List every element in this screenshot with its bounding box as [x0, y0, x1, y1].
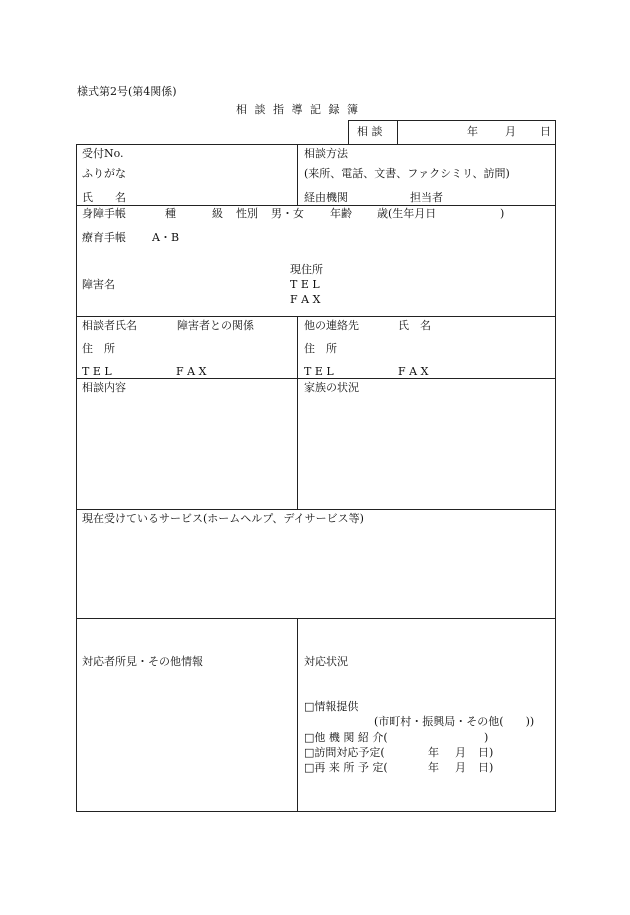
row-divider	[76, 509, 556, 510]
visit-checkbox[interactable]: □訪問対応予定(	[304, 746, 385, 759]
furigana-label: ふりがな	[82, 167, 126, 180]
age-unit: 歳(生年月日	[377, 207, 437, 220]
col-divider	[297, 316, 298, 509]
row-divider	[76, 618, 556, 619]
method-options: (来所、電話、文書、ファクシミリ、訪問)	[304, 167, 510, 180]
name-label: 氏 名	[82, 191, 126, 204]
date-box-top	[348, 120, 556, 121]
current-services-label: 現在受けているサービス(ホームヘルプ、デイサービス等)	[82, 512, 364, 525]
info-provision-checkbox[interactable]: □情報提供	[304, 700, 359, 713]
opinion-label: 対応者所見・その他情報	[82, 655, 203, 668]
frame-right	[555, 144, 556, 812]
consultant-fax-label: F A X	[176, 365, 207, 378]
form-number: 様式第2号(第4関係)	[77, 85, 177, 98]
response-status-label: 対応状況	[304, 655, 348, 668]
consultation-content-label: 相談内容	[82, 381, 126, 394]
row-divider	[76, 316, 556, 317]
consultant-tel-label: T E L	[82, 365, 112, 378]
revisit-day: 日)	[478, 761, 494, 774]
gender-label: 性別	[236, 207, 258, 220]
consultant-address-label: 住 所	[82, 342, 115, 355]
person-label: 担当者	[410, 191, 443, 204]
other-fax-label: F A X	[398, 365, 429, 378]
kind-label: 種	[165, 207, 176, 220]
date-box-left	[348, 120, 349, 144]
referral-close: )	[484, 731, 489, 744]
fax-label: F A X	[290, 293, 321, 306]
ryoiku-book-label: 療育手帳	[82, 231, 126, 244]
reception-no-label: 受付No.	[82, 147, 124, 160]
date-box-divider	[397, 120, 398, 144]
frame-top	[76, 144, 556, 145]
grade-label: 級	[212, 207, 223, 220]
col-divider	[297, 144, 298, 205]
tel-label: T E L	[290, 278, 320, 291]
revisit-year: 年	[428, 761, 439, 774]
age-label: 年齢	[330, 207, 352, 220]
method-label: 相談方法	[304, 147, 348, 160]
date-month: 月	[505, 125, 516, 138]
row-divider	[76, 378, 556, 379]
family-status-label: 家族の状況	[304, 381, 359, 394]
revisit-month: 月	[455, 761, 466, 774]
frame-bottom	[76, 811, 556, 812]
other-address-label: 住 所	[304, 342, 337, 355]
disability-book-label: 身障手帳	[82, 207, 126, 220]
current-address-label: 現住所	[290, 263, 323, 276]
other-contact-label: 他の連絡先	[304, 319, 359, 332]
other-tel-label: T E L	[304, 365, 334, 378]
visit-month: 月	[455, 746, 466, 759]
gender-options: 男・女	[271, 207, 304, 220]
info-sources: (市町村・振興局・その他( ))	[374, 715, 535, 728]
disability-name-label: 障害名	[82, 278, 115, 291]
other-name-label: 氏 名	[398, 319, 431, 332]
date-day: 日	[540, 125, 551, 138]
revisit-checkbox[interactable]: □再 来 所 予 定(	[304, 761, 388, 774]
row-divider	[76, 205, 556, 206]
ryoiku-grade: A・B	[152, 231, 180, 244]
via-label: 経由機関	[304, 191, 348, 204]
visit-day: 日)	[478, 746, 494, 759]
consultant-name-label: 相談者氏名	[82, 319, 137, 332]
visit-year: 年	[428, 746, 439, 759]
col-divider	[297, 618, 298, 811]
date-box-right	[555, 120, 556, 144]
date-label: 相 談	[357, 125, 383, 138]
page-title: 相 談 指 導 記 録 簿	[236, 103, 360, 116]
relation-label: 障害者との関係	[177, 319, 254, 332]
referral-checkbox[interactable]: □他 機 関 紹 介(	[304, 731, 388, 744]
date-year: 年	[467, 125, 478, 138]
frame-left	[76, 144, 77, 812]
age-close: )	[500, 207, 505, 220]
